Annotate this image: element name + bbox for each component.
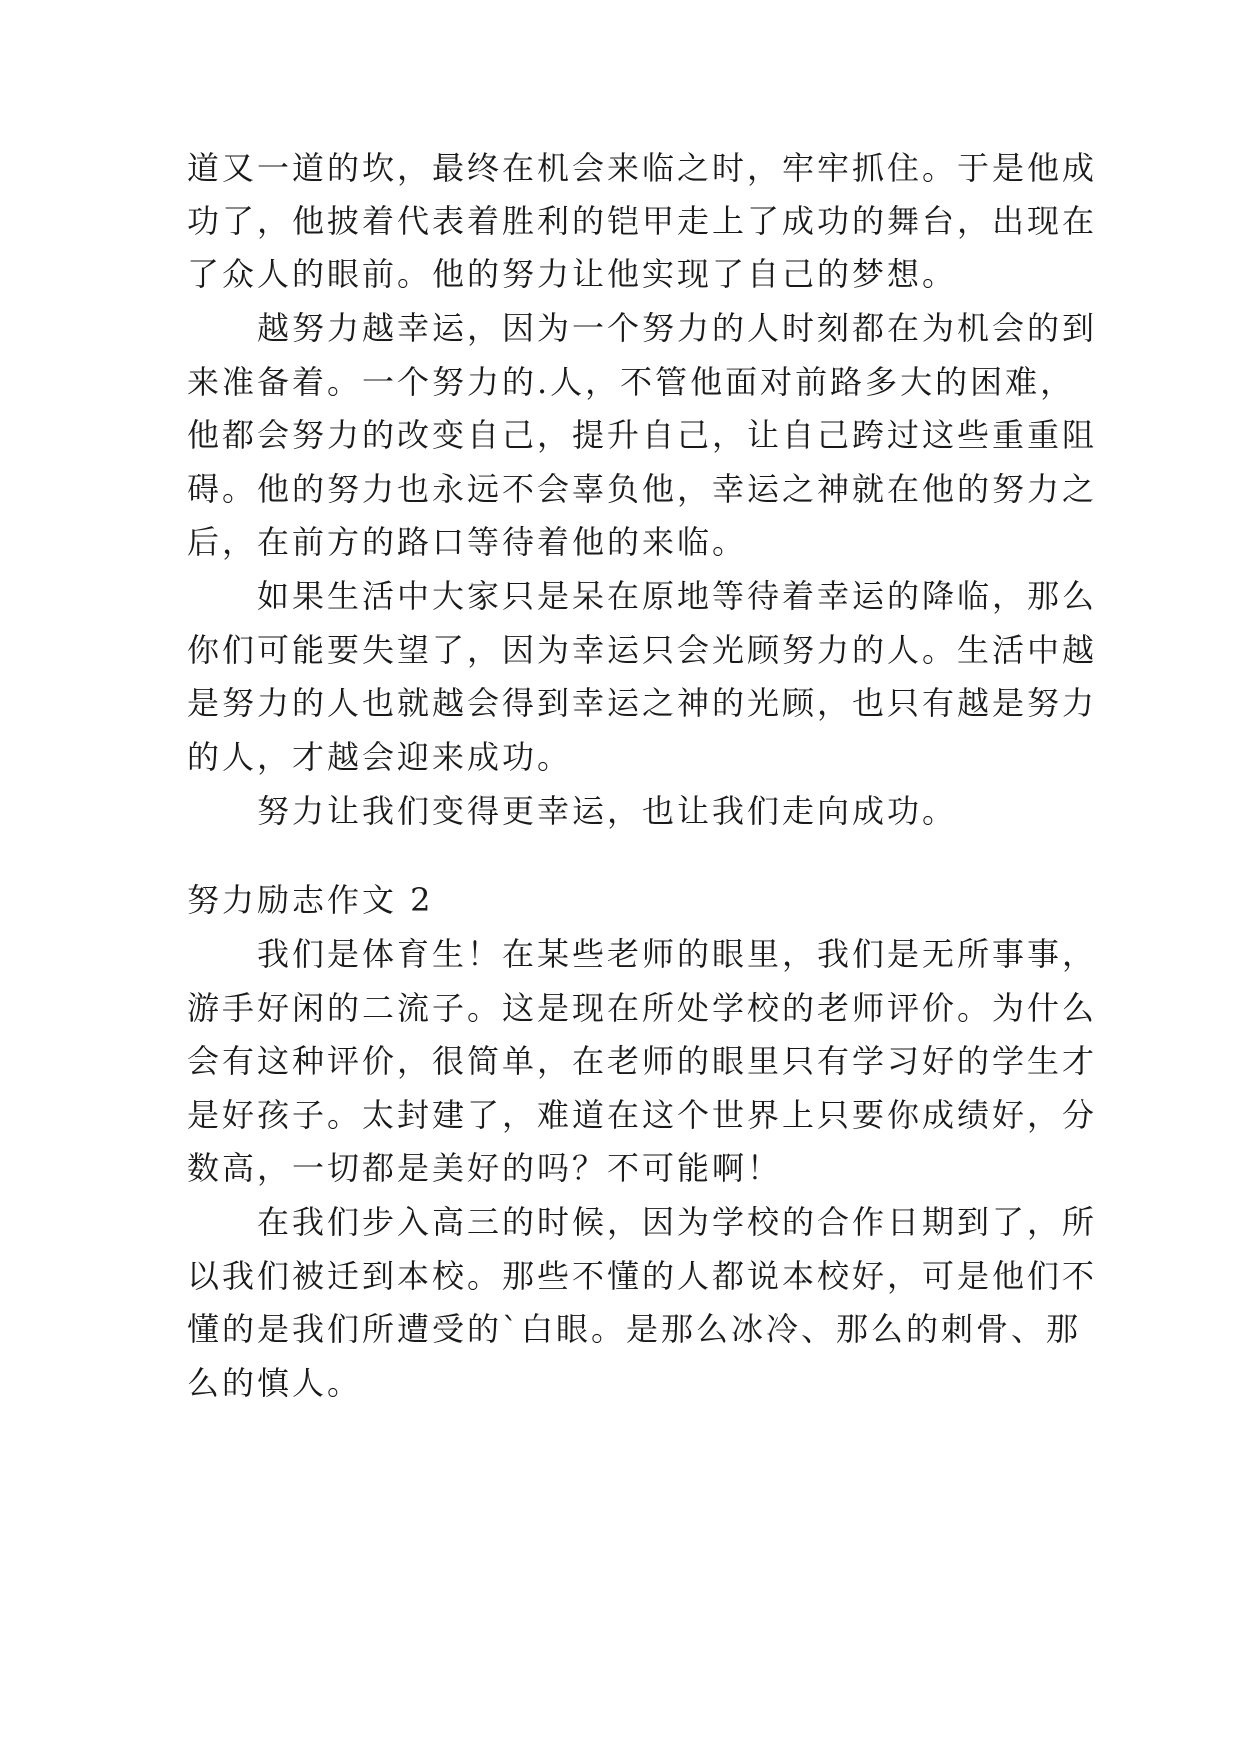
text-line: 以我们被迁到本校。那些不懂的人都说本校好，可是他们不 bbox=[187, 1257, 1098, 1295]
text-line: 是努力的人也就越会得到幸运之神的光顾，也只有越是努力 bbox=[187, 684, 1098, 722]
text-line: 功了，他披着代表着胜利的铠甲走上了成功的舞台，出现在 bbox=[187, 202, 1098, 240]
text-line: 你们可能要失望了，因为幸运只会光顾努力的人。生活中越 bbox=[187, 631, 1098, 669]
text-line: 数高，一切都是美好的吗？不可能啊！ bbox=[187, 1149, 783, 1187]
text-line: 了众人的眼前。他的努力让他实现了自己的梦想。 bbox=[187, 255, 958, 293]
text-line: 么的慎人。 bbox=[187, 1364, 363, 1402]
paragraph-first-line: 越努力越幸运，因为一个努力的人时刻都在为机会的到 bbox=[257, 309, 1098, 347]
text-line: 道又一道的坎，最终在机会来临之时，牢牢抓住。于是他成 bbox=[187, 149, 1098, 187]
text-line: 懂的是我们所遭受的`白眼。是那么冰冷、那么的刺骨、那 bbox=[187, 1310, 1082, 1348]
text-line: 后，在前方的路口等待着他的来临。 bbox=[187, 523, 748, 561]
text-line: 是好孩子。太封建了，难道在这个世界上只要你成绩好，分 bbox=[187, 1096, 1098, 1134]
paragraph-first-line: 在我们步入高三的时候，因为学校的合作日期到了，所 bbox=[257, 1203, 1098, 1241]
paragraph-first-line: 如果生活中大家只是呆在原地等待着幸运的降临，那么 bbox=[257, 577, 1098, 615]
paragraph-first-line: 我们是体育生！在某些老师的眼里，我们是无所事事， bbox=[257, 935, 1098, 973]
text-line: 碍。他的努力也永远不会辜负他，幸运之神就在他的努力之 bbox=[187, 470, 1098, 508]
text-line: 来准备着。一个努力的.人，不管他面对前路多大的困难， bbox=[187, 363, 1076, 401]
text-line: 的人，才越会迎来成功。 bbox=[187, 738, 573, 776]
text-line: 游手好闲的二流子。这是现在所处学校的老师评价。为什么 bbox=[187, 989, 1098, 1027]
text-line: 会有这种评价，很简单，在老师的眼里只有学习好的学生才 bbox=[187, 1042, 1098, 1080]
text-line: 他都会努力的改变自己，提升自己，让自己跨过这些重重阻 bbox=[187, 416, 1098, 454]
section-heading: 努力励志作文 2 bbox=[187, 881, 434, 919]
paragraph-first-line: 努力让我们变得更幸运，也让我们走向成功。 bbox=[257, 792, 958, 830]
